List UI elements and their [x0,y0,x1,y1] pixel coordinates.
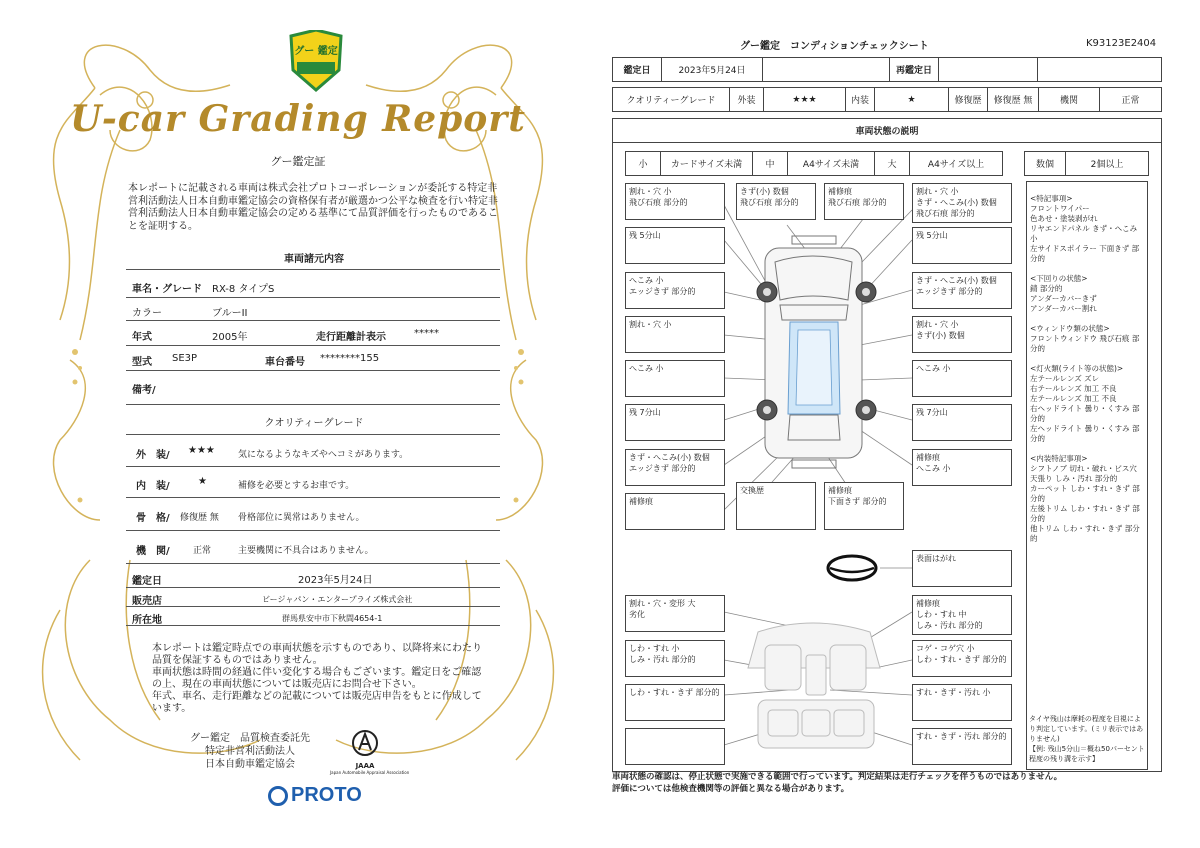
proto-logo-text: PROTO [291,784,362,806]
condition-box-rear-right-fender: 補修痕 へこみ 小 [912,449,1012,486]
condition-box-front-bumper: きず(小) 数個 飛び石痕 部分的 [736,183,816,220]
quality-heading: クオリティーグレード [264,418,364,429]
engine-label: 機 関/ [136,546,170,557]
frame-desc: 骨格部位に異常はありません。 [238,513,365,523]
address-value: 群馬県安中市下秋間4654-1 [282,614,383,623]
sheet-code: K93123E2404 [1086,38,1157,49]
shop-label: 販売店 [132,596,162,607]
condition-box-rear-panel: 交換歴 [736,482,816,530]
tire-note: タイヤ残山は摩耗の程度を目視により判定しています。(ミリ表示ではありません) 【例: 残山5分山＝概ね50パーセント程度の残り溝を示す】 [1029,715,1145,763]
sheet-title: グー鑑定 コンディションチェックシート [740,41,929,52]
exterior-label: 外装 [729,87,764,112]
model-value: SE3P [172,353,198,364]
condition-box-front-right-fender: 割れ・穴 小 きず・へこみ(小) 数個 飛び石痕 部分的 [912,183,1012,223]
frame-value: 修復歴 無 [180,513,219,523]
condition-box-front-right-tire: 残 5分山 [912,227,1012,264]
condition-box-hood: 補修痕 飛び石痕 部分的 [824,183,904,220]
frame-label: 骨 格/ [136,513,170,524]
footer-note-2: 評価については他検査機関等の評価と異なる場合があります。 [612,784,850,794]
engine-value: 正常 [193,546,212,556]
reappraisal-label: 再鑑定日 [889,57,939,82]
date-value: 2023年5月24日 [661,57,763,82]
legend-small: 小 [625,151,661,176]
mileage-label: 走行距離計表示 [316,332,386,343]
exterior-label: 外 装/ [136,450,170,461]
legend-count-desc: 2個以上 [1065,151,1149,176]
interior-value: ★ [874,87,949,112]
name-label: 車名・グレード [132,284,202,295]
condition-box-steering: 表面はがれ [912,550,1012,587]
certificate-footnote: 本レポートは鑑定時点での車両状態を示すものであり、以降将来にわたり品質を保証するものではありません。 車両状態は時間の経過に伴い変化する場合もございます。鑑定日をご確認の上、現在の車両状態については販売店にお問合せ下さい。 年式、車名、走行距離などの記載については販売店申告をもとに作成しています。 [152,643,482,714]
address-label: 所在地 [132,615,162,626]
condition-box-rear-left-tire: 残 7分山 [625,404,725,441]
condition-box-rear-seat-left [625,728,725,765]
shop-value: ビージャパン・エンタープライズ株式会社 [262,595,413,604]
condition-box-front-left-tire: 残 5分山 [625,227,725,264]
certificate-signature: グー鑑定 品質検査委託先 特定非営利活動法人 日本自動車鑑定協会 [190,733,310,770]
condition-box-right-front-door: きず・へこみ(小) 数個 エッジきず 部分的 [912,272,1012,309]
condition-heading: 車両状態の説明 [612,118,1162,143]
condition-box-left-mirror: 割れ・穴 小 [625,316,725,353]
color-label: カラー [132,308,162,319]
year-label: 年式 [132,332,152,343]
interior-desc: 補修を必要とするお車です。 [238,481,355,491]
legend-count: 数個 [1024,151,1066,176]
condition-box-rear-left-fender: きず・へこみ(小) 数個 エッジきず 部分的 [625,449,725,486]
interior-label: 内 装/ [136,481,170,492]
condition-box-dashboard: 割れ・穴・変形 大 劣化 [625,595,725,632]
date-value: 2023年5月24日 [298,575,373,586]
exterior-desc: 気になるようなキズやヘコミがあります。 [238,450,409,460]
name-value: RX-8 タイプS [212,284,275,295]
condition-box-right-mirror: 割れ・穴 小 きず(小) 数個 [912,316,1012,353]
special-notes-text: <特記事項> フロントワイパー 色あせ・塗装剥がれ リヤエンドパネル きず・へこみ 小 左サイドスポイラー 下面きず 部分的 <下回りの状態> 錆 部分的 アンダーカバーきず アンダーカバー割れ <ウィンドウ類の状態> フロントウィンドウ 飛び石痕 部分的 <灯火類(ライト等の状態)> 左テールレンズ ズレ 右テールレンズ 加工 不良 左テールレンズ 加工 不良 右ヘッドライト 曇り・くすみ 部分的 左ヘッドライト 曇り・くすみ 部分的 <内装特記事項> シフトノブ 切れ・破れ・ビス穴 天張り しみ・汚れ 部分的 カーペット しわ・すれ・きず 部分的 左後トリム しわ・すれ・きず 部分的 他トリム しわ・すれ・きず 部分的 [1030,194,1140,543]
chassis-value: ********155 [320,353,380,364]
exterior-value: ★★★ [763,87,846,112]
date-label: 鑑定日 [132,576,162,587]
footer-note-1: 車両状態の確認は、停止状態で実施できる範囲で行っています。判定結果は走行チェックを伴うものではありません。 [612,772,1063,782]
date-label: 鑑定日 [612,57,662,82]
jaaa-sub: Japan Automobile Appraisal Association [330,770,410,775]
quality-label: クオリティーグレード [612,87,730,112]
condition-box-left-rear-door: へこみ 小 [625,360,725,397]
condition-box-right-rear-door: へこみ 小 [912,360,1012,397]
engine-value: 正常 [1099,87,1162,112]
chassis-label: 車台番号 [265,357,305,368]
condition-box-right-seat: コゲ・コゲ穴 小 しわ・すれ・きず 部分的 [912,640,1012,677]
color-value: ブルーII [212,308,248,319]
legend-medium-desc: A4サイズ未満 [787,151,875,176]
interior-stars: ★ [198,476,207,487]
certificate-subtitle: グー鑑定証 [270,155,326,168]
mileage-value: ***** [414,328,439,339]
condition-box-rear-bumper: 補修痕 下面きず 部分的 [824,482,904,530]
certificate-title: U-car Grading Report [70,98,526,140]
legend-large: 大 [874,151,910,176]
condition-box-rear-right-tire: 残 7分山 [912,404,1012,441]
remarks-label: 備考/ [132,385,156,396]
condition-box-ceiling: 補修痕 しわ・すれ 中 しみ・汚れ 部分的 [912,595,1012,635]
condition-box-rear-left-bumper: 補修痕 [625,493,725,530]
repair-value: 修復歴 無 [987,87,1039,112]
condition-box-rear-seat-right: すれ・きず・汚れ 部分的 [912,728,1012,765]
legend-small-desc: カードサイズ未満 [660,151,753,176]
interior-label: 内装 [845,87,875,112]
certificate-intro: 本レポートに記載される車両は株式会社プロトコーポレーションが委託する特定非営利活動法人日本自動車鑑定協会の資格保有者が厳選かつ公平な検査を行い特定非営利活動法人日本自動車鑑定協会の定める基準にて品質評価を行ったものであることを証明する。 [128,183,498,232]
engine-label: 機関 [1038,87,1100,112]
repair-label: 修復歴 [948,87,988,112]
engine-desc: 主要機関に不具合はありません。 [238,546,374,556]
condition-box-carpet: しわ・すれ・きず 部分的 [625,684,725,721]
condition-box-left-front-door: へこみ 小 エッジきず 部分的 [625,272,725,309]
exterior-stars: ★★★ [188,445,215,456]
condition-box-left-seat: しわ・すれ 小 しみ・汚れ 部分的 [625,640,725,677]
jaaa-label: JAAA [355,762,375,770]
year-value: 2005年 [212,332,248,343]
condition-box-front-left-fender: 割れ・穴 小 飛び石痕 部分的 [625,183,725,220]
condition-box-center-console: すれ・きず・汚れ 小 [912,684,1012,721]
spec-heading: 車両諸元内容 [284,254,344,265]
legend-medium: 中 [752,151,788,176]
special-notes [1026,181,1148,770]
model-label: 型式 [132,357,152,368]
badge-text: グー 鑑定 [294,46,338,57]
legend-large-desc: A4サイズ以上 [909,151,1003,176]
